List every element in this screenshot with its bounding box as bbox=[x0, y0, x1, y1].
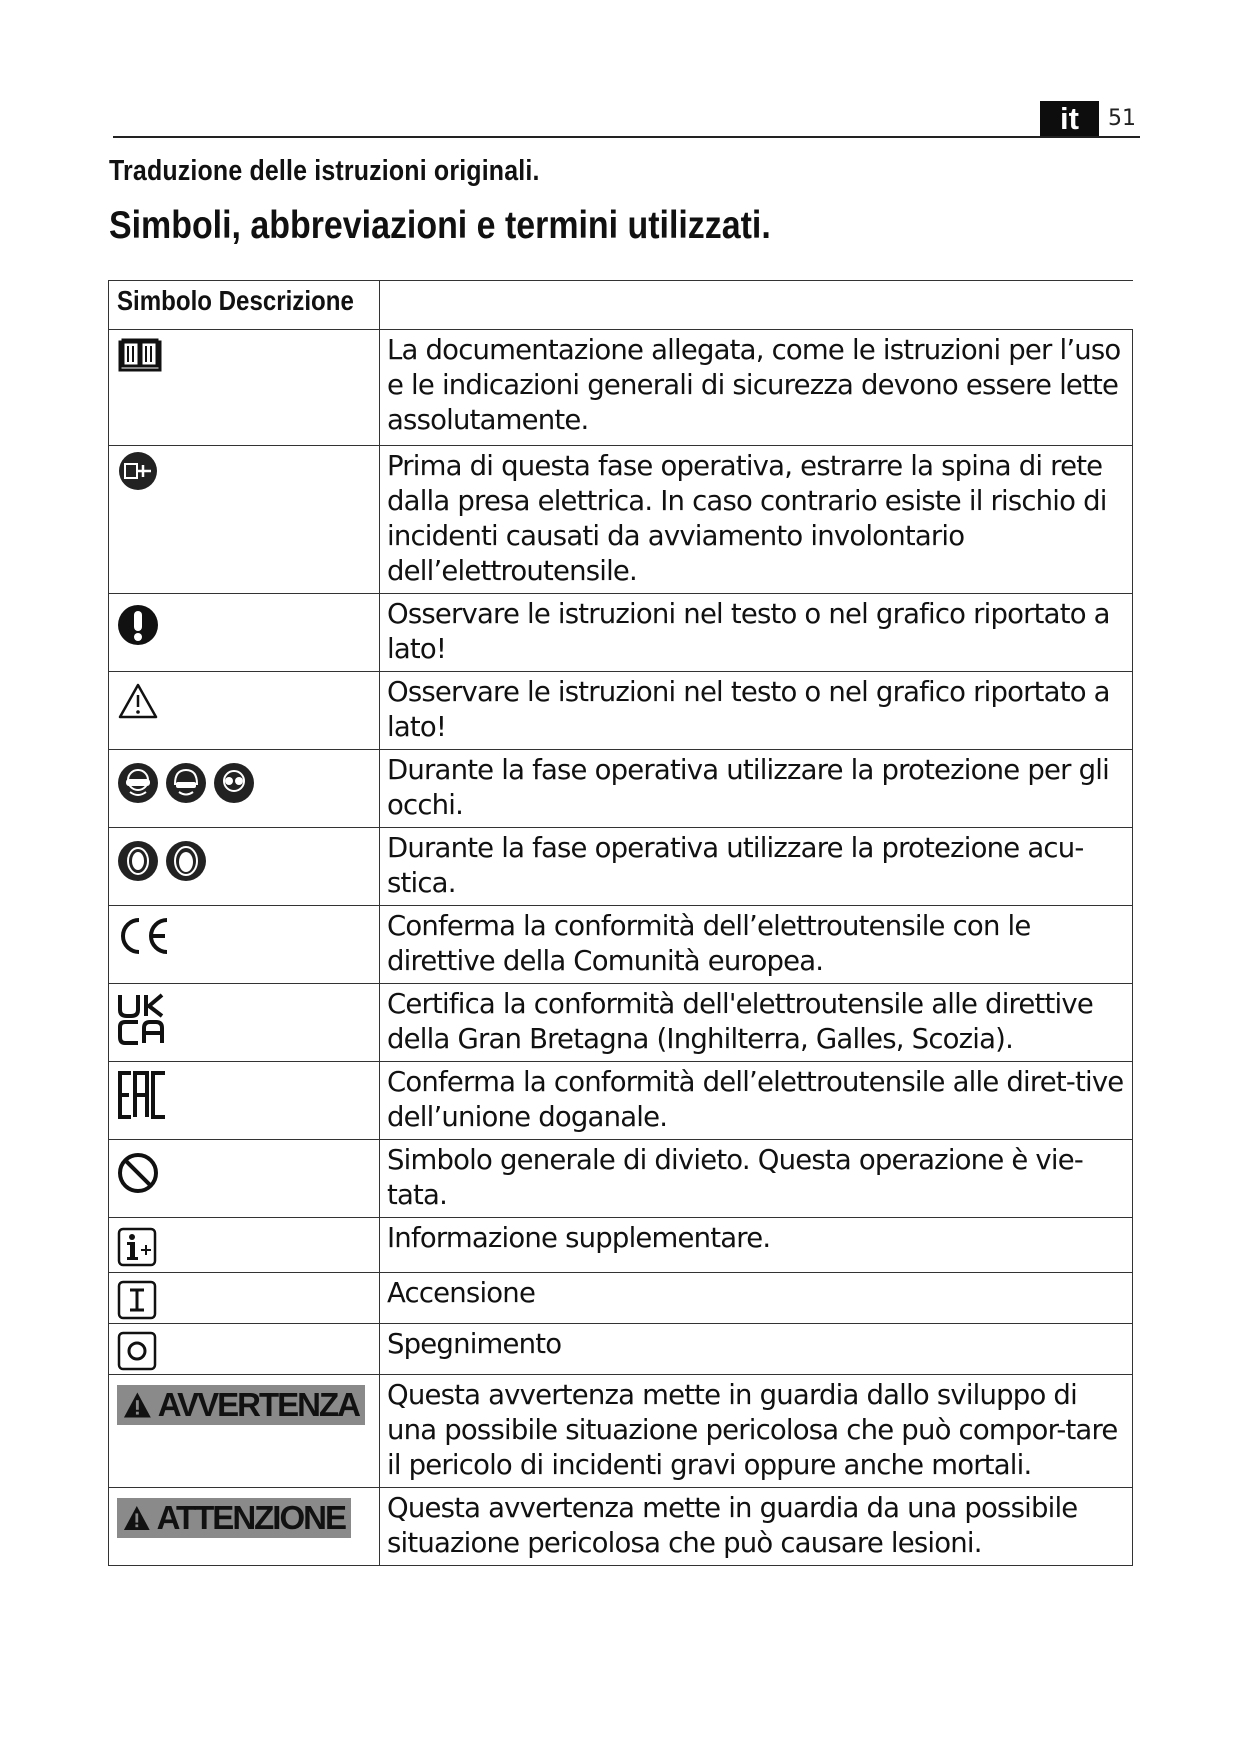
table-row bbox=[109, 750, 1133, 828]
row-description: Durante la fase operativa utilizzare la protezione acu-stica. bbox=[380, 828, 1133, 906]
caution-badge-icon bbox=[117, 1498, 351, 1538]
document-subtitle: Traduzione delle istruzioni originali. bbox=[109, 155, 540, 187]
power-on-icon bbox=[117, 1280, 157, 1320]
page-title: Simboli, abbreviazioni e termini utilizzati. bbox=[109, 204, 771, 247]
row-description: Prima di questa fase operativa, estrarre la spina di rete dalla presa elettrica. In caso contrario esiste il rischio di incidenti causati da avviamento involontario dell’elettroutensile. bbox=[380, 446, 1133, 594]
table-row bbox=[109, 446, 1133, 594]
unplug-icon bbox=[117, 450, 159, 492]
eye-protection-icon bbox=[117, 762, 261, 809]
table-row bbox=[109, 828, 1133, 906]
table-row bbox=[109, 330, 1133, 446]
row-description: Accensione bbox=[380, 1273, 1133, 1324]
warning-triangle-icon bbox=[117, 682, 159, 720]
table-row bbox=[109, 1062, 1133, 1140]
ear-protection-icon bbox=[117, 840, 213, 887]
table-header-label: Simbolo Descrizione bbox=[117, 285, 354, 316]
table-row bbox=[109, 1375, 1133, 1488]
table-row bbox=[109, 984, 1133, 1062]
row-description: Simbolo generale di divieto. Questa operazione è vie-tata. bbox=[380, 1140, 1133, 1218]
prohibition-icon bbox=[117, 1152, 159, 1194]
ukca-mark-icon bbox=[117, 992, 167, 1046]
row-description: Certifica la conformità dell'elettroutensile alle direttive della Gran Bretagna (Inghilterra, Galles, Scozia). bbox=[380, 984, 1133, 1062]
table-row bbox=[109, 1140, 1133, 1218]
row-description: Questa avvertenza mette in guardia da una possibile situazione pericolosa che può causare lesioni. bbox=[380, 1488, 1133, 1566]
warning-badge-icon bbox=[117, 1385, 365, 1425]
table-row bbox=[109, 1273, 1133, 1324]
warning-triangle-icon bbox=[123, 1504, 151, 1532]
table-header-row bbox=[109, 281, 1133, 330]
row-description: Durante la fase operativa utilizzare la protezione per gli occhi. bbox=[380, 750, 1133, 828]
warning-triangle-icon bbox=[123, 1391, 152, 1419]
info-plus-icon bbox=[117, 1227, 157, 1267]
row-description: Conferma la conformità dell’elettroutensile con le direttive della Comunità europea. bbox=[380, 906, 1133, 984]
table-row bbox=[109, 672, 1133, 750]
eac-mark-icon bbox=[117, 1070, 169, 1120]
row-description: Osservare le istruzioni nel testo o nel grafico riportato a lato! bbox=[380, 594, 1133, 672]
ce-mark-icon bbox=[117, 914, 173, 958]
row-description: La documentazione allegata, come le istruzioni per l’uso e le indicazioni generali di sicurezza devono essere lette assolutamente. bbox=[380, 330, 1133, 446]
power-off-icon bbox=[117, 1331, 157, 1371]
row-description: Conferma la conformità dell’elettroutensile alle diret-tive dell’unione doganale. bbox=[380, 1062, 1133, 1140]
row-description: Spegnimento bbox=[380, 1324, 1133, 1375]
page-number: 51 bbox=[1108, 106, 1136, 131]
table-row bbox=[109, 594, 1133, 672]
header-rule bbox=[113, 136, 1140, 138]
table-row bbox=[109, 906, 1133, 984]
table-row bbox=[109, 1218, 1133, 1273]
badge-label: AVVERTENZA bbox=[157, 1386, 359, 1423]
row-description: Osservare le istruzioni nel testo o nel grafico riportato a lato! bbox=[380, 672, 1133, 750]
symbols-table bbox=[108, 280, 1133, 1566]
row-description: Questa avvertenza mette in guardia dallo sviluppo di una possibile situazione pericolosa che può compor-tare il pericolo di incidenti gravi oppure anche mortali. bbox=[380, 1375, 1133, 1488]
table-row bbox=[109, 1488, 1133, 1566]
row-description: Informazione supplementare. bbox=[380, 1218, 1133, 1273]
language-tag: it bbox=[1040, 101, 1099, 136]
table-row bbox=[109, 1324, 1133, 1375]
badge-label: ATTENZIONE bbox=[156, 1499, 345, 1536]
read-manual-icon bbox=[117, 334, 163, 374]
exclamation-mandatory-icon bbox=[117, 604, 159, 646]
